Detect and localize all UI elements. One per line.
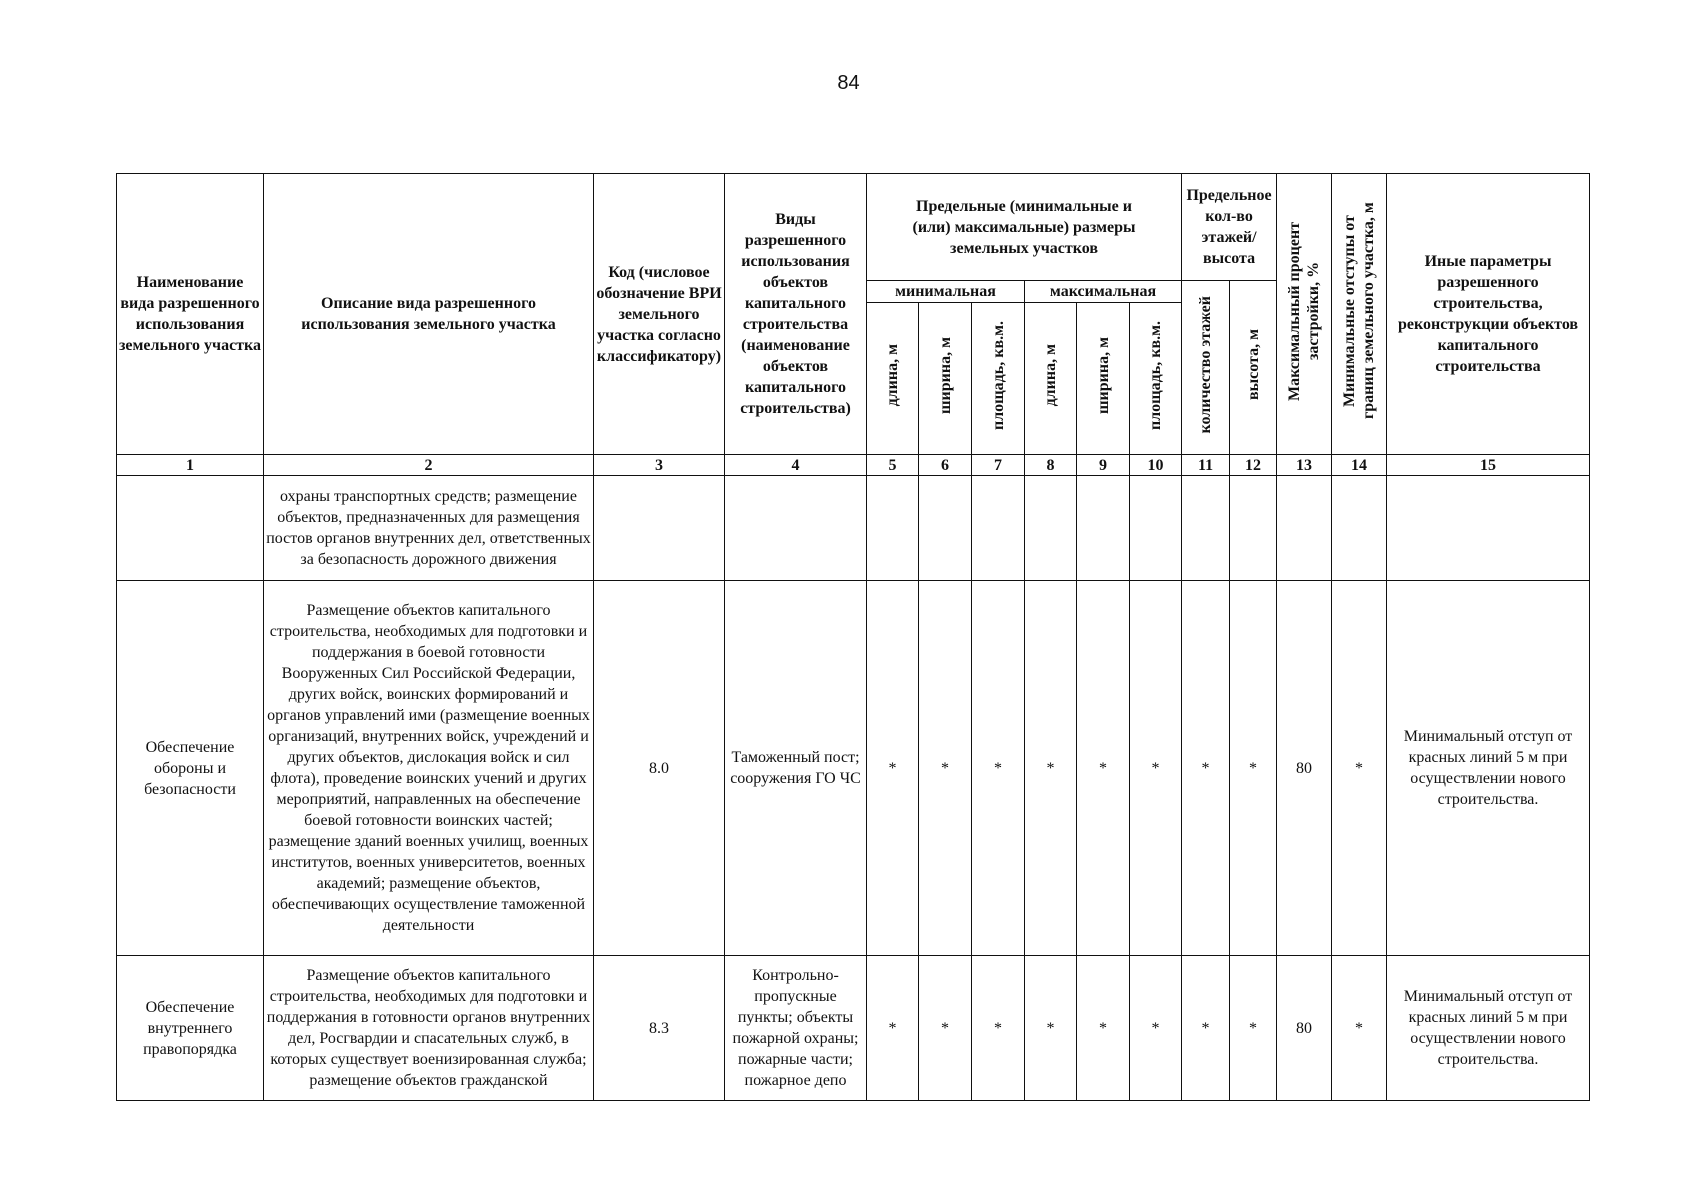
header-objects: Виды разрешенного использования объектов капитального строительства (наименование объектов капитального строительства) (725, 174, 867, 455)
row-code: 8.3 (594, 956, 725, 1101)
row-value: 80 (1277, 581, 1332, 956)
column-number: 14 (1332, 455, 1387, 476)
row-value: * (919, 956, 972, 1101)
header-plot-size-limits: Предельные (минимальные и (или) максимальные) размеры земельных участков (867, 174, 1182, 281)
row-value: * (1077, 956, 1130, 1101)
row-value: * (867, 956, 919, 1101)
header-description: Описание вида разрешенного использования земельного участка (264, 174, 594, 455)
column-number: 7 (972, 455, 1025, 476)
header-max-length: длина, м (1025, 303, 1077, 455)
row-value (1077, 476, 1130, 581)
row-description: Размещение объектов капитального строительства, необходимых для подготовки и поддержания в готовности органов внутренних дел, Росгвардии и спасательных служб, в которых существует военизированная служба; размещение объектов гражданской (264, 956, 594, 1101)
row-value: * (867, 581, 919, 956)
row-value (1230, 476, 1277, 581)
header-min: минимальная (867, 281, 1025, 303)
row-value: * (1332, 581, 1387, 956)
header-min-area: площадь, кв.м. (972, 303, 1025, 455)
row-value (919, 476, 972, 581)
table-row (117, 581, 1590, 956)
row-description: охраны транспортных средств; размещение объектов, предназначенных для размещения постов органов внутренних дел, ответственных за безопасность дорожного движения (264, 476, 594, 581)
header-max-percent: Максимальный процент застройки, % (1277, 174, 1332, 455)
zoning-regulations-table (116, 173, 1590, 1101)
header-min-setback: Минимальные отступы от границ земельного участка, м (1332, 174, 1387, 455)
column-number: 2 (264, 455, 594, 476)
row-value (1332, 476, 1387, 581)
row-description: Размещение объектов капитального строительства, необходимых для подготовки и поддержания в боевой готовности Вооруженных Сил Российской Федерации, других войск, воинских формирований и органов управлений ими (размещение военных организаций, внутренних войск, учреждений и других объектов, дислокация войск и сил флота), проведение воинских учений и других мероприятий, направленных на обеспечение боевой готовности воинских частей; размещение зданий военных училищ, военных институтов, военных университетов, военных академий; размещение объектов, обеспечивающих осуществление таможенной деятельности (264, 581, 594, 956)
row-other (1387, 476, 1590, 581)
row-objects (725, 476, 867, 581)
column-number: 8 (1025, 455, 1077, 476)
row-name: Обеспечение обороны и безопасности (117, 581, 264, 956)
row-value (1277, 476, 1332, 581)
column-number: 5 (867, 455, 919, 476)
row-value: * (1182, 956, 1230, 1101)
row-value (1025, 476, 1077, 581)
column-number: 3 (594, 455, 725, 476)
row-value (867, 476, 919, 581)
column-numbers-row (117, 455, 1590, 476)
header-floors-count: количество этажей (1182, 281, 1230, 455)
header-min-length: длина, м (867, 303, 919, 455)
header-floors-limit: Предельное кол-во этажей/ высота (1182, 174, 1277, 281)
column-number: 15 (1387, 455, 1590, 476)
header-min-width: ширина, м (919, 303, 972, 455)
row-value (1182, 476, 1230, 581)
header-max: максимальная (1025, 281, 1182, 303)
row-value: * (1230, 956, 1277, 1101)
header-max-width: ширина, м (1077, 303, 1130, 455)
row-value: * (1077, 581, 1130, 956)
row-value: * (1025, 581, 1077, 956)
row-objects: Контрольно-пропускные пункты; объекты пожарной охраны; пожарные части; пожарное депо (725, 956, 867, 1101)
row-value: * (1130, 956, 1182, 1101)
column-number: 6 (919, 455, 972, 476)
column-number: 13 (1277, 455, 1332, 476)
table-row (117, 476, 1590, 581)
row-value (1130, 476, 1182, 581)
column-number: 11 (1182, 455, 1230, 476)
row-name: Обеспечение внутреннего правопорядка (117, 956, 264, 1101)
header-code: Код (числовое обозначение ВРИ земельного участка согласно классификатору) (594, 174, 725, 455)
row-value: 80 (1277, 956, 1332, 1101)
row-value (972, 476, 1025, 581)
row-objects: Таможенный пост; сооружения ГО ЧС (725, 581, 867, 956)
row-value: * (1332, 956, 1387, 1101)
row-value: * (1182, 581, 1230, 956)
row-code (594, 476, 725, 581)
row-other: Минимальный отступ от красных линий 5 м при осуществлении нового строительства. (1387, 956, 1590, 1101)
column-number: 12 (1230, 455, 1277, 476)
column-number: 1 (117, 455, 264, 476)
row-name (117, 476, 264, 581)
header-name: Наименование вида разрешенного использования земельного участка (117, 174, 264, 455)
column-number: 4 (725, 455, 867, 476)
row-value: * (972, 956, 1025, 1101)
row-value: * (1025, 956, 1077, 1101)
row-value: * (919, 581, 972, 956)
header-max-area: площадь, кв.м. (1130, 303, 1182, 455)
row-value: * (1130, 581, 1182, 956)
header-other-params: Иные параметры разрешенного строительства, реконструкции объектов капитального строительства (1387, 174, 1590, 455)
page-number: 84 (837, 72, 860, 94)
column-number: 9 (1077, 455, 1130, 476)
header-height: высота, м (1230, 281, 1277, 455)
row-value: * (972, 581, 1025, 956)
row-other: Минимальный отступ от красных линий 5 м при осуществлении нового строительства. (1387, 581, 1590, 956)
row-value: * (1230, 581, 1277, 956)
table-row (117, 956, 1590, 1101)
column-number: 10 (1130, 455, 1182, 476)
row-code: 8.0 (594, 581, 725, 956)
